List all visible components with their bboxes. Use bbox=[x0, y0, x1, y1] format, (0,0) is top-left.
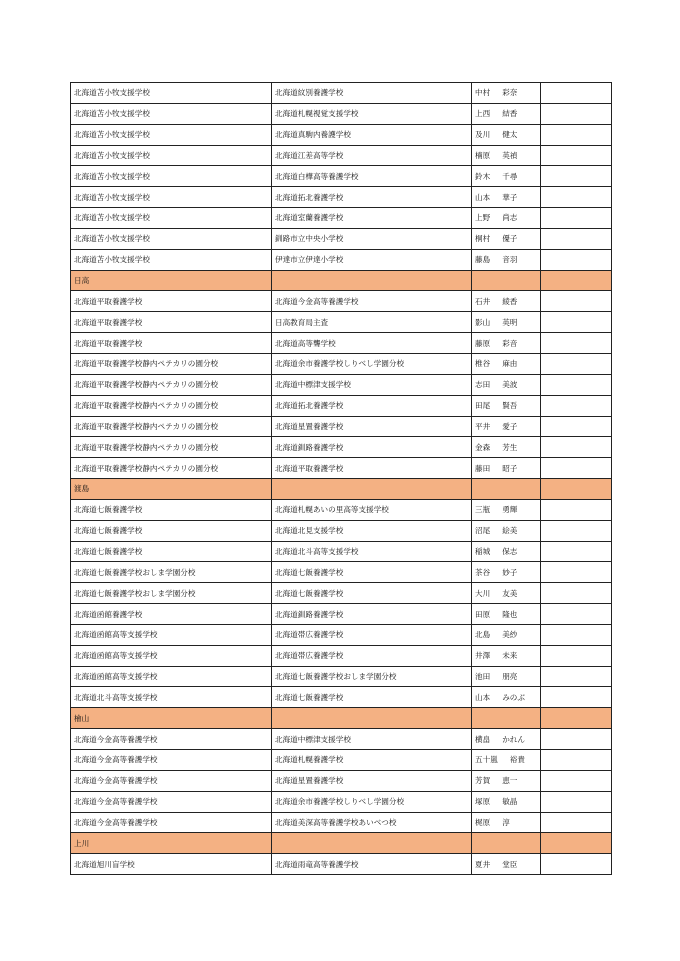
name-wrapper bbox=[475, 629, 517, 640]
current-school: 北海道平取養護学校静内ペテカリの園分校 bbox=[71, 353, 272, 374]
person-name bbox=[472, 666, 541, 687]
person-name bbox=[472, 353, 541, 374]
given-name: 堂臣 bbox=[502, 859, 518, 869]
region-header-row bbox=[71, 833, 612, 854]
remarks-cell bbox=[541, 687, 612, 708]
family-name: 塚原 bbox=[475, 797, 491, 807]
current-school: 北海道平取養護学校 bbox=[71, 312, 272, 333]
current-school: 北海道平取養護学校静内ペテカリの園分校 bbox=[71, 374, 272, 395]
new-school: 北海道余市養護学校しりべし学園分校 bbox=[272, 791, 472, 812]
name-wrapper bbox=[475, 233, 517, 244]
current-school: 北海道平取養護学校静内ペテカリの園分校 bbox=[71, 437, 272, 458]
given-name: 英禎 bbox=[502, 150, 518, 160]
new-school: 北海道七飯養護学校 bbox=[272, 562, 472, 583]
family-name: 田尾 bbox=[475, 401, 491, 411]
given-name: みのぶ bbox=[502, 692, 525, 702]
name-wrapper bbox=[475, 87, 517, 98]
region-name: 日高 bbox=[71, 270, 272, 291]
family-name: 茶谷 bbox=[475, 567, 491, 577]
name-wrapper bbox=[475, 150, 517, 161]
table-row bbox=[71, 520, 612, 541]
current-school: 北海道平取養護学校静内ペテカリの園分校 bbox=[71, 395, 272, 416]
given-name: 隆也 bbox=[502, 609, 518, 619]
new-school: 北海道札幌視覚支援学校 bbox=[272, 103, 472, 124]
remarks-cell bbox=[541, 312, 612, 333]
remarks-cell bbox=[541, 458, 612, 479]
new-school: 北海道帯広養護学校 bbox=[272, 624, 472, 645]
empty-cell bbox=[472, 479, 541, 500]
name-wrapper bbox=[475, 379, 517, 390]
personnel-transfer-table bbox=[70, 82, 612, 875]
table-row bbox=[71, 770, 612, 791]
current-school: 北海道函館養護学校 bbox=[71, 604, 272, 625]
new-school: 北海道星置養護学校 bbox=[272, 770, 472, 791]
current-school: 北海道七飯養護学校 bbox=[71, 520, 272, 541]
family-name: 夏井 bbox=[475, 859, 491, 869]
new-school: 日高教育局主査 bbox=[272, 312, 472, 333]
current-school: 北海道北斗高等支援学校 bbox=[71, 687, 272, 708]
name-wrapper bbox=[475, 108, 517, 119]
family-name: 椎谷 bbox=[475, 359, 491, 369]
person-name bbox=[472, 437, 541, 458]
person-name bbox=[472, 791, 541, 812]
table-row bbox=[71, 395, 612, 416]
current-school: 北海道今金高等養護学校 bbox=[71, 729, 272, 750]
current-school: 北海道平取養護学校 bbox=[71, 291, 272, 312]
name-wrapper bbox=[475, 358, 517, 369]
given-name: 結香 bbox=[502, 109, 518, 119]
family-name: 金森 bbox=[475, 442, 491, 452]
family-name: 楠原 bbox=[475, 150, 491, 160]
given-name: 昭子 bbox=[502, 463, 518, 473]
current-school: 北海道今金高等養護学校 bbox=[71, 750, 272, 771]
region-name: 渡島 bbox=[71, 479, 272, 500]
table-row bbox=[71, 562, 612, 583]
family-name: 芳賀 bbox=[475, 776, 491, 786]
region-name: 上川 bbox=[71, 833, 272, 854]
table-row bbox=[71, 729, 612, 750]
family-name: 山本 bbox=[475, 192, 491, 202]
current-school: 北海道苫小牧支援学校 bbox=[71, 83, 272, 104]
given-name: 賢吾 bbox=[502, 401, 518, 411]
remarks-cell bbox=[541, 208, 612, 229]
current-school: 北海道七飯養護学校おしま学園分校 bbox=[71, 583, 272, 604]
person-name bbox=[472, 395, 541, 416]
given-name: 愛子 bbox=[502, 421, 518, 431]
person-name bbox=[472, 291, 541, 312]
person-name bbox=[472, 124, 541, 145]
table-row bbox=[71, 312, 612, 333]
table-row bbox=[71, 666, 612, 687]
person-name bbox=[472, 103, 541, 124]
name-wrapper bbox=[475, 442, 517, 453]
remarks-cell bbox=[541, 291, 612, 312]
name-wrapper bbox=[475, 192, 517, 203]
given-name: 敏晶 bbox=[502, 797, 518, 807]
empty-cell bbox=[541, 833, 612, 854]
person-name bbox=[472, 228, 541, 249]
name-wrapper bbox=[475, 859, 517, 870]
table-row bbox=[71, 583, 612, 604]
person-name bbox=[472, 750, 541, 771]
name-wrapper bbox=[475, 817, 510, 828]
current-school: 北海道苫小牧支援学校 bbox=[71, 145, 272, 166]
table-row bbox=[71, 437, 612, 458]
remarks-cell bbox=[541, 645, 612, 666]
region-header-row bbox=[71, 708, 612, 729]
remarks-cell bbox=[541, 103, 612, 124]
given-name: かれん bbox=[502, 734, 525, 744]
table-row bbox=[71, 187, 612, 208]
empty-cell bbox=[472, 270, 541, 291]
table-row bbox=[71, 604, 612, 625]
person-name bbox=[472, 416, 541, 437]
given-name: 健太 bbox=[502, 130, 518, 140]
current-school: 北海道苫小牧支援学校 bbox=[71, 103, 272, 124]
family-name: 井澤 bbox=[475, 651, 491, 661]
given-name: 優子 bbox=[502, 234, 518, 244]
name-wrapper bbox=[475, 609, 517, 620]
new-school: 北海道白樺高等養護学校 bbox=[272, 166, 472, 187]
name-wrapper bbox=[475, 692, 525, 703]
table-row bbox=[71, 166, 612, 187]
table-row bbox=[71, 374, 612, 395]
new-school: 北海道七飯養護学校 bbox=[272, 687, 472, 708]
person-name bbox=[472, 145, 541, 166]
remarks-cell bbox=[541, 562, 612, 583]
current-school: 北海道苫小牧支援学校 bbox=[71, 228, 272, 249]
family-name: 池田 bbox=[475, 672, 491, 682]
person-name bbox=[472, 208, 541, 229]
current-school: 北海道函館高等支援学校 bbox=[71, 624, 272, 645]
name-wrapper bbox=[475, 588, 517, 599]
region-header-row bbox=[71, 479, 612, 500]
person-name bbox=[472, 312, 541, 333]
table-row bbox=[71, 750, 612, 771]
family-name: 北島 bbox=[475, 630, 491, 640]
remarks-cell bbox=[541, 124, 612, 145]
new-school: 伊達市立伊達小学校 bbox=[272, 249, 472, 270]
person-name bbox=[472, 458, 541, 479]
empty-cell bbox=[272, 270, 472, 291]
current-school: 北海道七飯養護学校 bbox=[71, 499, 272, 520]
family-name: 影山 bbox=[475, 317, 491, 327]
family-name: 上西 bbox=[475, 109, 491, 119]
table-row bbox=[71, 854, 612, 875]
given-name: 妙子 bbox=[502, 567, 518, 577]
current-school: 北海道平取養護学校静内ペテカリの園分校 bbox=[71, 458, 272, 479]
name-wrapper bbox=[475, 796, 517, 807]
table-row bbox=[71, 291, 612, 312]
name-wrapper bbox=[475, 400, 517, 411]
remarks-cell bbox=[541, 145, 612, 166]
name-wrapper bbox=[475, 212, 517, 223]
remarks-cell bbox=[541, 416, 612, 437]
table-row bbox=[71, 458, 612, 479]
person-name bbox=[472, 812, 541, 833]
current-school: 北海道今金高等養護学校 bbox=[71, 770, 272, 791]
given-name: 尚志 bbox=[502, 213, 518, 223]
remarks-cell bbox=[541, 187, 612, 208]
family-name: 田原 bbox=[475, 609, 491, 619]
given-name: 綾香 bbox=[502, 296, 518, 306]
table-row bbox=[71, 645, 612, 666]
family-name: 藤島 bbox=[475, 255, 491, 265]
family-name: 鈴木 bbox=[475, 171, 491, 181]
new-school: 北海道北見支援学校 bbox=[272, 520, 472, 541]
given-name: 絵美 bbox=[502, 526, 518, 536]
family-name: 及川 bbox=[475, 130, 491, 140]
current-school: 北海道七飯養護学校 bbox=[71, 541, 272, 562]
new-school: 北海道七飯養護学校おしま学園分校 bbox=[272, 666, 472, 687]
current-school: 北海道旭川盲学校 bbox=[71, 854, 272, 875]
name-wrapper bbox=[475, 671, 517, 682]
given-name: 友美 bbox=[502, 588, 518, 598]
remarks-cell bbox=[541, 437, 612, 458]
remarks-cell bbox=[541, 249, 612, 270]
remarks-cell bbox=[541, 812, 612, 833]
table-body bbox=[71, 83, 612, 875]
empty-cell bbox=[541, 270, 612, 291]
table-row bbox=[71, 687, 612, 708]
name-wrapper bbox=[475, 317, 517, 328]
given-name: 英明 bbox=[502, 317, 518, 327]
family-name: 藤原 bbox=[475, 338, 491, 348]
empty-cell bbox=[272, 708, 472, 729]
person-name bbox=[472, 687, 541, 708]
current-school: 北海道函館高等支援学校 bbox=[71, 645, 272, 666]
current-school: 北海道平取養護学校静内ペテカリの園分校 bbox=[71, 416, 272, 437]
table-row bbox=[71, 812, 612, 833]
empty-cell bbox=[541, 708, 612, 729]
current-school: 北海道函館高等支援学校 bbox=[71, 666, 272, 687]
family-name: 平井 bbox=[475, 421, 491, 431]
table-row bbox=[71, 103, 612, 124]
new-school: 北海道余市養護学校しりべし学園分校 bbox=[272, 353, 472, 374]
person-name bbox=[472, 166, 541, 187]
new-school: 北海道北斗高等支援学校 bbox=[272, 541, 472, 562]
table-row bbox=[71, 249, 612, 270]
family-name: 山本 bbox=[475, 692, 491, 702]
new-school: 北海道中標津支援学校 bbox=[272, 729, 472, 750]
remarks-cell bbox=[541, 770, 612, 791]
person-name bbox=[472, 499, 541, 520]
new-school: 釧路市立中央小学校 bbox=[272, 228, 472, 249]
name-wrapper bbox=[475, 567, 517, 578]
current-school: 北海道苫小牧支援学校 bbox=[71, 208, 272, 229]
family-name: 上野 bbox=[475, 213, 491, 223]
given-name: 美波 bbox=[502, 380, 518, 390]
table-row bbox=[71, 791, 612, 812]
remarks-cell bbox=[541, 541, 612, 562]
family-name: 志田 bbox=[475, 380, 491, 390]
person-name bbox=[472, 249, 541, 270]
table-row bbox=[71, 228, 612, 249]
remarks-cell bbox=[541, 353, 612, 374]
remarks-cell bbox=[541, 83, 612, 104]
family-name: 藤田 bbox=[475, 463, 491, 473]
remarks-cell bbox=[541, 750, 612, 771]
new-school: 北海道帯広養護学校 bbox=[272, 645, 472, 666]
remarks-cell bbox=[541, 374, 612, 395]
name-wrapper bbox=[475, 775, 517, 786]
remarks-cell bbox=[541, 166, 612, 187]
empty-cell bbox=[472, 833, 541, 854]
remarks-cell bbox=[541, 854, 612, 875]
given-name: 音羽 bbox=[502, 255, 518, 265]
given-name: 千尋 bbox=[502, 171, 518, 181]
family-name: 三瓶 bbox=[475, 505, 491, 515]
given-name: 美紗 bbox=[502, 630, 518, 640]
given-name: 彩音 bbox=[502, 338, 518, 348]
name-wrapper bbox=[475, 171, 517, 182]
person-name bbox=[472, 187, 541, 208]
person-name bbox=[472, 333, 541, 354]
new-school: 北海道雨竜高等養護学校 bbox=[272, 854, 472, 875]
table-row bbox=[71, 333, 612, 354]
new-school: 北海道拓北養護学校 bbox=[272, 187, 472, 208]
remarks-cell bbox=[541, 583, 612, 604]
new-school: 北海道室蘭養護学校 bbox=[272, 208, 472, 229]
given-name: 恵一 bbox=[502, 776, 518, 786]
person-name bbox=[472, 541, 541, 562]
name-wrapper bbox=[475, 546, 517, 557]
given-name: 勇輝 bbox=[502, 505, 518, 515]
family-name: 梶原 bbox=[475, 817, 491, 827]
name-wrapper bbox=[475, 754, 525, 765]
name-wrapper bbox=[475, 734, 525, 745]
empty-cell bbox=[272, 833, 472, 854]
person-name bbox=[472, 562, 541, 583]
current-school: 北海道七飯養護学校おしま学園分校 bbox=[71, 562, 272, 583]
family-name: 沼尾 bbox=[475, 526, 491, 536]
remarks-cell bbox=[541, 395, 612, 416]
person-name bbox=[472, 770, 541, 791]
person-name bbox=[472, 374, 541, 395]
given-name: 朋亮 bbox=[502, 672, 518, 682]
new-school: 北海道今金高等養護学校 bbox=[272, 291, 472, 312]
given-name: 保志 bbox=[502, 546, 518, 556]
name-wrapper bbox=[475, 338, 517, 349]
person-name bbox=[472, 604, 541, 625]
new-school: 北海道釧路養護学校 bbox=[272, 604, 472, 625]
name-wrapper bbox=[475, 650, 517, 661]
family-name: 稲城 bbox=[475, 546, 491, 556]
name-wrapper bbox=[475, 525, 517, 536]
table-row bbox=[71, 83, 612, 104]
table-row bbox=[71, 353, 612, 374]
remarks-cell bbox=[541, 791, 612, 812]
person-name bbox=[472, 729, 541, 750]
new-school: 北海道札幌あいの里高等支援学校 bbox=[272, 499, 472, 520]
current-school: 北海道苫小牧支援学校 bbox=[71, 249, 272, 270]
family-name: 石井 bbox=[475, 296, 491, 306]
remarks-cell bbox=[541, 624, 612, 645]
name-wrapper bbox=[475, 296, 517, 307]
remarks-cell bbox=[541, 729, 612, 750]
given-name: 麻由 bbox=[502, 359, 518, 369]
empty-cell bbox=[272, 479, 472, 500]
name-wrapper bbox=[475, 504, 517, 515]
table-row bbox=[71, 541, 612, 562]
given-name: 淳 bbox=[502, 817, 510, 827]
current-school: 北海道苫小牧支援学校 bbox=[71, 166, 272, 187]
new-school: 北海道高等聾学校 bbox=[272, 333, 472, 354]
new-school: 北海道美深高等養護学校あいべつ校 bbox=[272, 812, 472, 833]
name-wrapper bbox=[475, 129, 517, 140]
table-row bbox=[71, 145, 612, 166]
family-name: 横畠 bbox=[475, 734, 491, 744]
remarks-cell bbox=[541, 228, 612, 249]
current-school: 北海道今金高等養護学校 bbox=[71, 812, 272, 833]
family-name: 中村 bbox=[475, 88, 491, 98]
given-name: 芳生 bbox=[502, 442, 518, 452]
name-wrapper bbox=[475, 463, 517, 474]
new-school: 北海道釧路養護学校 bbox=[272, 437, 472, 458]
new-school: 北海道紋別養護学校 bbox=[272, 83, 472, 104]
current-school: 北海道今金高等養護学校 bbox=[71, 791, 272, 812]
family-name: 桐村 bbox=[475, 234, 491, 244]
remarks-cell bbox=[541, 666, 612, 687]
current-school: 北海道苫小牧支援学校 bbox=[71, 124, 272, 145]
new-school: 北海道平取養護学校 bbox=[272, 458, 472, 479]
table-row bbox=[71, 208, 612, 229]
empty-cell bbox=[472, 708, 541, 729]
family-name: 大川 bbox=[475, 588, 491, 598]
name-wrapper bbox=[475, 421, 517, 432]
remarks-cell bbox=[541, 499, 612, 520]
name-wrapper bbox=[475, 254, 517, 265]
current-school: 北海道苫小牧支援学校 bbox=[71, 187, 272, 208]
person-name bbox=[472, 83, 541, 104]
empty-cell bbox=[541, 479, 612, 500]
remarks-cell bbox=[541, 520, 612, 541]
person-name bbox=[472, 645, 541, 666]
region-header-row bbox=[71, 270, 612, 291]
table-row bbox=[71, 124, 612, 145]
new-school: 北海道七飯養護学校 bbox=[272, 583, 472, 604]
current-school: 北海道平取養護学校 bbox=[71, 333, 272, 354]
table-row bbox=[71, 416, 612, 437]
remarks-cell bbox=[541, 333, 612, 354]
new-school: 北海道星置養護学校 bbox=[272, 416, 472, 437]
table-row bbox=[71, 499, 612, 520]
new-school: 北海道中標津支援学校 bbox=[272, 374, 472, 395]
family-name: 五十嵐 bbox=[475, 755, 498, 765]
person-name bbox=[472, 583, 541, 604]
remarks-cell bbox=[541, 604, 612, 625]
table-row bbox=[71, 624, 612, 645]
given-name: 未来 bbox=[502, 651, 518, 661]
person-name bbox=[472, 624, 541, 645]
person-name bbox=[472, 854, 541, 875]
given-name: 華子 bbox=[502, 192, 518, 202]
region-name: 檜山 bbox=[71, 708, 272, 729]
given-name: 裕貴 bbox=[509, 755, 525, 765]
new-school: 北海道拓北養護学校 bbox=[272, 395, 472, 416]
person-name bbox=[472, 520, 541, 541]
given-name: 彩奈 bbox=[502, 88, 518, 98]
new-school: 北海道江差高等学校 bbox=[272, 145, 472, 166]
new-school: 北海道札幌養護学校 bbox=[272, 750, 472, 771]
new-school: 北海道真駒内養護学校 bbox=[272, 124, 472, 145]
